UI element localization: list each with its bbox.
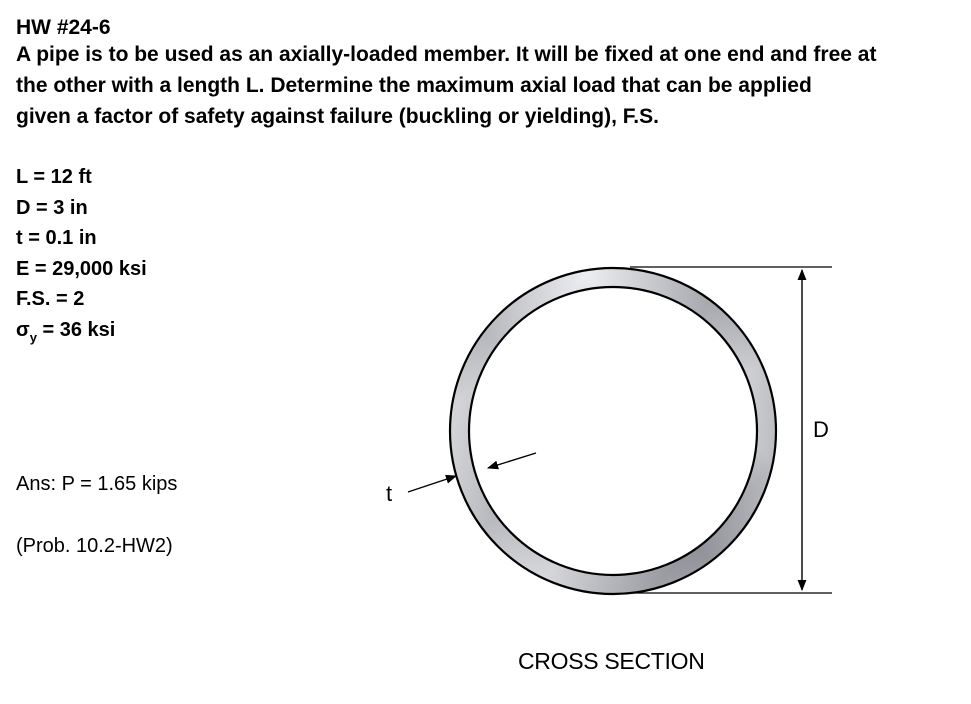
given-length: L = 12 ft (16, 166, 92, 188)
pipe-inner-edge (469, 287, 757, 575)
problem-source: (Prob. 10.2-HW2) (16, 535, 173, 557)
given-thickness: t = 0.1 in (16, 227, 97, 249)
pipe-ring (450, 268, 776, 594)
yield-value: = 36 ksi (36, 318, 116, 341)
page-title: HW #24-6 (16, 16, 111, 39)
yield-symbol: σ (16, 318, 30, 341)
diameter-label: D (813, 417, 829, 442)
answer-text: Ans: P = 1.65 kips (16, 473, 178, 495)
problem-line-3: given a factor of safety against failure (buckling or yielding), F.S. (16, 105, 659, 128)
given-diameter: D = 3 in (16, 196, 88, 219)
yield-subscript: y (29, 329, 37, 345)
given-safety-factor: F.S. = 2 (16, 288, 85, 310)
given-modulus: E = 29,000 ksi (16, 257, 147, 280)
problem-line-2: the other with a length L. Determine the maximum axial load that can be applied (16, 74, 812, 97)
figure-caption: CROSS SECTION (518, 648, 705, 674)
thickness-arrow-outer (408, 476, 456, 492)
thickness-label: t (386, 481, 393, 506)
problem-line-1: A pipe is to be used as an axially-loaded member. It will be fixed at one end and free at (16, 43, 877, 66)
